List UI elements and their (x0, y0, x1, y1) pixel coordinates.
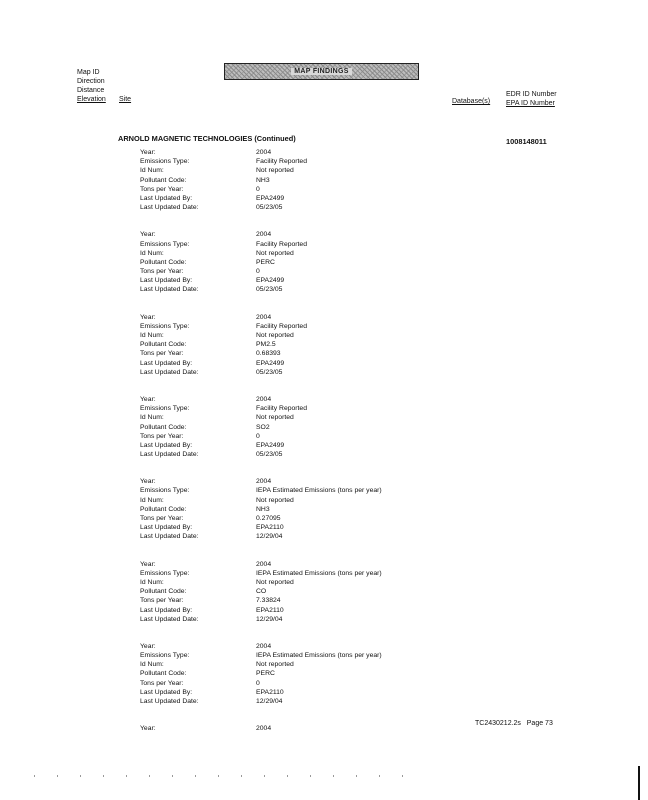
record-row-last-updated-date (140, 285, 382, 294)
field-label: Emissions Type: (140, 569, 190, 577)
field-value: PERC (256, 258, 275, 266)
field-label: Tons per Year: (140, 185, 184, 193)
field-label: Emissions Type: (140, 487, 190, 495)
record-row-last-updated-by (140, 441, 382, 450)
record-row-pollutant-code (140, 258, 382, 267)
header-left-labels (77, 68, 106, 104)
field-label: Tons per Year: (140, 515, 184, 522)
emission-record (140, 148, 382, 212)
field-label: Tons per Year: (140, 679, 184, 687)
record-row-last-updated-date (140, 697, 382, 706)
record-row-tons-per-year (140, 432, 382, 441)
record-row-tons-per-year (140, 185, 382, 194)
field-label: Id Num: (140, 578, 164, 586)
field-label: Last Updated Date: (140, 451, 199, 459)
field-label: Id Num: (140, 249, 164, 257)
field-label: Id Num: (140, 496, 164, 504)
field-value: 2004 (256, 313, 272, 321)
field-label: Id Num: (140, 414, 164, 422)
field-value: EPA2499 (256, 277, 285, 285)
field-label: Last Updated By: (140, 606, 193, 614)
field-value: NH3 (256, 176, 270, 184)
field-label: Last Updated Date: (140, 615, 199, 623)
field-value: EPA2110 (256, 524, 284, 532)
banner-title: MAP FINDINGS (291, 68, 351, 75)
record-row-year (140, 642, 382, 651)
field-value: 05/23/05 (256, 368, 283, 376)
doc-id: TC2430212.2s (475, 720, 521, 727)
record-row-id-num (140, 413, 382, 422)
field-value: EPA2499 (256, 194, 285, 202)
facility-name: ARNOLD MAGNETIC TECHNOLOGIES (Continued) (118, 134, 296, 143)
record-row-emissions-type (140, 651, 382, 660)
record-row-emissions-type (140, 157, 382, 166)
record-row-pollutant-code (140, 340, 382, 349)
record-row-id-num (140, 660, 382, 669)
record-row-pollutant-code (140, 176, 382, 185)
field-value: 12/29/04 (256, 615, 283, 623)
field-label: Year: (140, 725, 156, 733)
emission-record (140, 560, 382, 624)
emission-record (140, 313, 382, 377)
field-value: 0.27095 (256, 515, 281, 522)
record-row-last-updated-date (140, 450, 382, 459)
record-row-pollutant-code (140, 669, 382, 678)
field-label: Year: (140, 395, 156, 403)
field-label: Year: (140, 231, 156, 239)
database-label: Database(s) (452, 98, 491, 105)
header-right-labels (506, 90, 557, 108)
field-value: Not reported (256, 578, 294, 586)
map-findings-banner (224, 63, 419, 80)
record-row-id-num (140, 331, 382, 340)
field-value: 2004 (256, 395, 272, 403)
edr-id-label: EDR ID Number (506, 91, 557, 98)
record-row-last-updated-by (140, 523, 382, 532)
field-value: Not reported (256, 249, 294, 257)
field-label: Last Updated Date: (140, 286, 199, 294)
field-value: EPA2110 (256, 688, 284, 696)
record-row-year (140, 313, 382, 322)
field-label: Pollutant Code: (140, 505, 187, 513)
record-row-year (140, 395, 382, 404)
record-row-last-updated-by (140, 688, 382, 697)
page-footer (475, 720, 553, 727)
emission-record (140, 395, 382, 459)
field-value: 05/23/05 (256, 451, 283, 459)
direction-label: Direction (77, 78, 105, 85)
record-row-emissions-type (140, 322, 382, 331)
field-value: Not reported (256, 414, 294, 422)
record-row-tons-per-year (140, 596, 382, 605)
field-value: Not reported (256, 332, 294, 339)
field-label: Last Updated Date: (140, 204, 199, 212)
field-value: Not reported (256, 167, 294, 175)
field-value: 2004 (256, 560, 272, 568)
field-value: Not reported (256, 661, 294, 669)
record-row-id-num (140, 249, 382, 258)
field-value: SO2 (256, 423, 270, 431)
record-row-pollutant-code (140, 587, 382, 596)
field-label: Tons per Year: (140, 432, 184, 440)
field-value: PERC (256, 670, 275, 678)
field-label: Last Updated By: (140, 688, 193, 696)
field-value: Not reported (256, 496, 294, 504)
field-label: Last Updated Date: (140, 533, 199, 541)
field-label: Emissions Type: (140, 405, 190, 413)
field-label: Emissions Type: (140, 322, 190, 330)
field-label: Last Updated By: (140, 441, 193, 449)
record-row-pollutant-code (140, 423, 382, 432)
record-row-tons-per-year (140, 267, 382, 276)
field-value: Facility Reported (256, 240, 307, 248)
field-value: Facility Reported (256, 158, 307, 166)
record-row-id-num (140, 166, 382, 175)
record-row-last-updated-date (140, 203, 382, 212)
field-label: Tons per Year: (140, 268, 184, 276)
record-row-last-updated-by (140, 359, 382, 368)
field-value: 2004 (256, 725, 272, 733)
field-value: 0 (256, 268, 260, 276)
field-value: 0 (256, 432, 260, 440)
field-value: CO (256, 588, 267, 596)
record-row-id-num (140, 578, 382, 587)
field-value: NH3 (256, 505, 270, 513)
field-label: Tons per Year: (140, 597, 184, 605)
record-row-last-updated-by (140, 194, 382, 203)
field-label: Last Updated By: (140, 524, 193, 532)
map-id-label: Map ID (77, 69, 100, 76)
field-label: Tons per Year: (140, 350, 184, 358)
field-label: Year: (140, 478, 156, 486)
record-row-emissions-type (140, 240, 382, 249)
field-value: 2004 (256, 231, 272, 239)
field-label: Id Num: (140, 332, 164, 339)
site-label: Site (119, 96, 132, 103)
epa-id-label: EPA ID Number (506, 100, 555, 107)
field-label: Pollutant Code: (140, 341, 187, 349)
trailing-year-row (140, 724, 382, 733)
record-row-year (140, 148, 382, 157)
record-row-last-updated-date (140, 532, 382, 541)
record-row-year (140, 230, 382, 239)
field-value: IEPA Estimated Emissions (tons per year) (256, 652, 382, 660)
emission-record (140, 477, 382, 541)
facility-id: 1008148011 (506, 137, 547, 146)
field-value: 05/23/05 (256, 286, 283, 294)
record-row-last-updated-by (140, 276, 382, 285)
field-value: 0 (256, 679, 260, 687)
record-row-last-updated-date (140, 368, 382, 377)
field-label: Emissions Type: (140, 240, 190, 248)
field-value: 05/23/05 (256, 204, 283, 212)
distance-label: Distance (77, 87, 105, 94)
record-row-tons-per-year (140, 514, 382, 523)
field-value: 2004 (256, 149, 272, 156)
record-row-last-updated-by (140, 606, 382, 615)
page-number: Page 73 (526, 720, 553, 727)
field-label: Last Updated By: (140, 194, 193, 202)
record-row-last-updated-date (140, 615, 382, 624)
field-value: 2004 (256, 478, 272, 486)
record-row-tons-per-year (140, 349, 382, 358)
field-value: 7.33824 (256, 597, 281, 605)
elevation-label: Elevation (77, 96, 106, 103)
field-label: Emissions Type: (140, 158, 190, 166)
field-label: Year: (140, 560, 156, 568)
field-label: Id Num: (140, 167, 164, 175)
field-label: Last Updated Date: (140, 698, 199, 705)
field-label: Emissions Type: (140, 652, 190, 660)
field-label: Id Num: (140, 661, 164, 669)
emission-record (140, 642, 382, 706)
field-value: 2004 (256, 642, 272, 650)
field-label: Year: (140, 313, 156, 321)
record-row-pollutant-code (140, 505, 382, 514)
field-value: 12/29/04 (256, 533, 283, 541)
field-label: Pollutant Code: (140, 176, 187, 184)
record-row-emissions-type (140, 486, 382, 495)
record-row-year (140, 560, 382, 569)
scan-edge-mark (638, 766, 640, 800)
field-value: EPA2499 (256, 441, 285, 449)
field-value: 12/29/04 (256, 698, 283, 705)
record-row-emissions-type (140, 569, 382, 578)
record-row-emissions-type (140, 404, 382, 413)
field-label: Pollutant Code: (140, 670, 187, 678)
record-row-year (140, 477, 382, 486)
field-value: IEPA Estimated Emissions (tons per year) (256, 487, 382, 495)
field-label: Pollutant Code: (140, 423, 187, 431)
field-value: 0.68393 (256, 350, 281, 358)
field-label: Last Updated By: (140, 277, 193, 285)
field-value: EPA2110 (256, 606, 284, 614)
field-label: Year: (140, 642, 156, 650)
scan-artifacts (34, 775, 424, 777)
field-value: 0 (256, 185, 260, 193)
field-label: Last Updated Date: (140, 368, 199, 376)
field-label: Pollutant Code: (140, 588, 187, 596)
field-value: Facility Reported (256, 322, 307, 330)
record-row-tons-per-year (140, 679, 382, 688)
field-value: IEPA Estimated Emissions (tons per year) (256, 569, 382, 577)
field-value: PM2.5 (256, 341, 276, 349)
field-value: EPA2499 (256, 359, 285, 367)
emission-record (140, 230, 382, 294)
field-label: Last Updated By: (140, 359, 193, 367)
field-label: Year: (140, 149, 156, 156)
field-value: Facility Reported (256, 405, 307, 413)
record-row-id-num (140, 496, 382, 505)
emission-records (140, 148, 382, 733)
field-label: Pollutant Code: (140, 258, 187, 266)
